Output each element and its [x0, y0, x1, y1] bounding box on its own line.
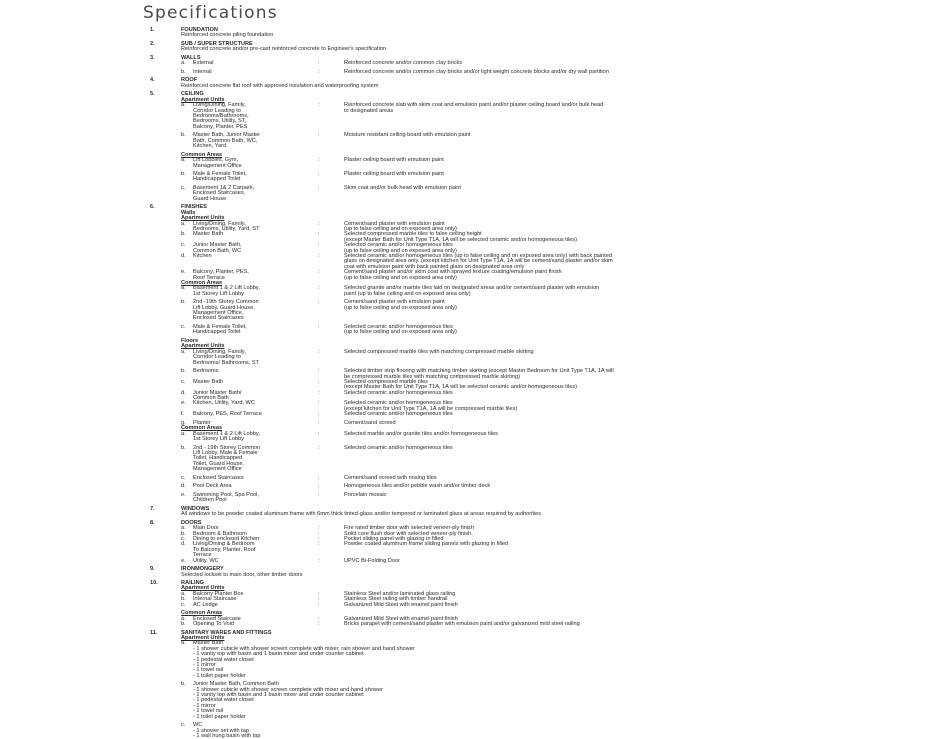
spec-lbl: c.	[181, 722, 186, 729]
spec-desc: Selected ceramic and/or homogeneous tiles	[344, 444, 453, 451]
spec-desc: Selected compressed marble tiles with matching compressed marble skirting	[344, 348, 534, 355]
spec-line	[0, 603, 943, 608]
spec-colon: :	[318, 68, 320, 75]
spec-colon: :	[318, 483, 320, 490]
spec-lbl2: - 1 mirror	[193, 702, 216, 709]
spec-lbl2: Basement 1 & 2 Lift Lobby,	[193, 285, 260, 292]
spec-lbl: a.	[181, 640, 186, 647]
spec-lbl2: Male & Female Toilet,	[193, 171, 247, 178]
spec-desc: Selected ceramic and/or homogeneous tiles	[344, 411, 453, 418]
spec-line	[0, 484, 943, 489]
spec-lbl: b.	[181, 368, 186, 375]
spec-lbl: d.	[181, 252, 186, 259]
spec-subhead: Apartment Units	[181, 634, 225, 641]
spec-colon: :	[318, 400, 320, 407]
spec-lbl: a.	[181, 102, 186, 109]
spec-lbl: b.	[181, 596, 186, 603]
spec-head: Walls	[181, 209, 196, 216]
spec-colon: :	[318, 590, 320, 597]
spec-desc: (up to false ceiling and on exposed area only)	[344, 329, 457, 336]
spec-lbl: b.	[181, 530, 186, 537]
spec-lbl: e.	[181, 491, 186, 498]
spec-lbl2: Junior Master Bath/	[193, 389, 242, 396]
spec-desc: (except Master Bath for Unit Type T1A, 1A will be selected ceramic and/or homogeneous tiles)	[344, 384, 577, 391]
spec-lbl: c.	[181, 378, 186, 385]
spec-lbl2: - 1 pedestal water closet	[193, 697, 254, 704]
spec-lbl2: Management Office	[193, 466, 242, 473]
spec-colon: :	[318, 525, 320, 532]
spec-subhead: Apartment Units	[181, 96, 225, 103]
spec-lbl2: Balcony, Planter, PES,	[193, 269, 249, 276]
spec-lbl2: - 1 towel rail	[193, 667, 224, 674]
spec-colon: :	[318, 299, 320, 306]
spec-head: RAILING	[181, 580, 204, 587]
spec-lbl2: - 1 shower cubicle with shower screen complete with mixer, rain shower and hand shower	[193, 645, 415, 652]
spec-colon: :	[318, 411, 320, 418]
spec-lbl2: Living/Dining, Family,	[193, 102, 246, 109]
spec-desc: Plaster ceiling board with emulsion paint	[344, 157, 444, 164]
spec-subhead: Common Areas	[181, 279, 223, 286]
spec-lbl2: Toilet, Guard House,	[193, 460, 244, 467]
spec-lbl: f.	[181, 411, 185, 418]
spec-colon: :	[318, 185, 320, 192]
spec-desc: (up to false ceiling and on exposed area only)	[344, 304, 457, 311]
spec-lbl2: Enclosed Staircase	[193, 615, 241, 622]
spec-colon: :	[318, 615, 320, 622]
spec-colon: :	[318, 601, 320, 608]
spec-lbl: a.	[181, 430, 186, 437]
spec-desc: Selected granite and/or marble tiles laid on designated areas and/or cement/sand plaster with emulsion	[344, 285, 600, 292]
spec-line	[0, 144, 943, 149]
spec-plain: Reinforced concrete flat roof with approved insulation and waterproofing system	[181, 82, 379, 89]
spec-colon: :	[318, 231, 320, 238]
spec-lbl2: Lift Lobby, Guard House,	[193, 304, 255, 311]
spec-head: WALLS	[181, 54, 201, 61]
spec-lbl2: - 1 wall hung basin with tap	[193, 732, 261, 739]
spec-lbl2: Utility, WC	[193, 557, 219, 564]
spec-lbl: a.	[181, 525, 186, 532]
spec-lbl: d.	[181, 389, 186, 396]
spec-line	[0, 292, 943, 297]
spec-lbl2: Swimming Pool, Spa Pool,	[193, 491, 259, 498]
spec-desc: (up to false ceiling and on exposed area only)	[344, 274, 457, 281]
spec-lbl2: Junior Master Bath,	[193, 242, 242, 249]
spec-lbl2: Common Bath	[193, 395, 229, 402]
spec-lbl2: Management Office,	[193, 310, 244, 317]
spec-desc: (up to false ceiling and on exposed area only)	[344, 225, 457, 232]
spec-line	[0, 674, 943, 679]
spec-lbl2: - 1 toilet paper holder	[193, 672, 246, 679]
spec-line	[0, 498, 943, 503]
spec-line	[0, 70, 943, 75]
spec-lbl2: Balcony, Planter, PES	[193, 123, 248, 130]
spec-colon: :	[318, 324, 320, 330]
spec-desc: Reinforced concrete slab with skim coat and emulsion paint and/or plaster ceiling board and/or bulk head	[344, 102, 604, 109]
spec-line	[0, 573, 943, 578]
specification-list	[0, 28, 943, 739]
spec-num: 4.	[150, 77, 155, 84]
spec-lbl2: Lift Lobby, Male & Female	[193, 449, 258, 456]
spec-lbl2: Internal Staircase	[193, 596, 237, 603]
spec-desc: (except Master Bath for Unit Type T1A, 1A will be selected ceramic and/or homogeneous tiles)	[344, 236, 577, 243]
spec-lbl: e.	[181, 400, 186, 407]
spec-lbl2: Master Bath, Junior Master	[193, 132, 261, 139]
spec-desc: glass on designated area only. (except kitchen for Unit Type T1A, 1A will be cement/sand plaster and/or skim	[344, 258, 613, 265]
spec-lbl2: 1st Storey Lift Lobby	[193, 435, 244, 442]
spec-line	[0, 734, 943, 739]
spec-lbl2: Kitchen	[193, 252, 212, 259]
spec-desc: Reinforced concrete and/or common clay bricks and/or light weight concrete blocks and/or dry wall partition	[344, 68, 609, 75]
spec-line	[0, 197, 943, 202]
spec-plain: All windows to be powder coated aluminum frame with 6mm thick tinted-glass and/or tempered or laminated glass at areas required by authorities	[181, 511, 542, 518]
spec-colon: :	[318, 530, 320, 537]
spec-lbl2: Master Bath	[193, 378, 224, 385]
spec-lbl2: Enclosed Staircases,	[193, 190, 246, 197]
spec-lbl2: Toilet, Handicapped	[193, 455, 243, 462]
spec-lbl2: Corridor Leading to	[193, 107, 241, 114]
spec-colon: :	[318, 171, 320, 178]
spec-lbl2: 1st Storey Lift Lobby	[193, 290, 244, 297]
spec-lbl: e.	[181, 557, 186, 564]
spec-colon: :	[318, 430, 320, 437]
spec-colon: :	[318, 60, 320, 67]
spec-desc: Pocket sliding panel with glazing in filled	[344, 535, 444, 542]
spec-lbl: b.	[181, 299, 186, 306]
spec-desc: Selected ceramic and/or homogeneous tiles (up to false ceiling and on exposed area only) with back painted	[344, 252, 613, 259]
spec-desc: Fire rated timber door with selected veneer-ply finish	[344, 525, 474, 532]
spec-num: 1.	[150, 27, 155, 33]
spec-desc: paint (up to false ceiling and on exposed area only)	[344, 290, 471, 297]
spec-line	[0, 467, 943, 472]
spec-line	[0, 61, 943, 66]
spec-colon: :	[318, 621, 320, 627]
spec-desc: Stainless Steel and/or laminated glass railing	[344, 590, 456, 597]
spec-desc: Cement/sand screed with nosing tiles	[344, 474, 437, 481]
spec-desc: (except kitchen for Unit Type T1A, 1A will be compressed marble tiles)	[344, 405, 518, 412]
spec-desc: coat with emulsion paint with back painted glass on designated area only	[344, 263, 525, 270]
spec-line	[0, 437, 943, 442]
spec-desc: Cement/sand plaster with emulsion paint	[344, 299, 445, 306]
spec-desc: Cement/sand screed	[344, 419, 396, 426]
spec-num: 3.	[150, 54, 155, 61]
spec-desc: Cement/sand plaster with emulsion paint	[344, 220, 445, 227]
spec-desc: Selected ceramic and/or homogeneous tiles	[344, 400, 453, 407]
spec-lbl2: Handicapped Toilet	[193, 329, 241, 336]
spec-lbl: a.	[181, 285, 186, 292]
spec-line	[0, 559, 943, 564]
spec-colon: :	[318, 102, 320, 109]
spec-desc: Selected ceramic and/or homogeneous tiles	[344, 389, 453, 396]
spec-subhead: Common Areas	[181, 151, 223, 158]
spec-lbl: c.	[181, 242, 186, 249]
spec-colon: :	[318, 557, 320, 564]
spec-plain: Selected lockset to main door, other timber doors	[181, 571, 303, 578]
spec-lbl2: Management Office	[193, 162, 242, 169]
spec-head: Floors	[181, 337, 199, 344]
spec-lbl2: Planter	[193, 419, 211, 426]
spec-lbl: c.	[181, 601, 186, 608]
spec-lbl: b.	[181, 68, 186, 75]
spec-lbl: b.	[181, 231, 186, 238]
spec-head: DOORS	[181, 519, 202, 526]
spec-lbl2: Basement 1 & 2 Lift Lobby,	[193, 430, 260, 437]
spec-lbl: a.	[181, 220, 186, 227]
spec-lbl2: - 1 toilet paper holder	[193, 713, 246, 720]
spec-lbl2: Bedrooms, Utility, Yard, ST	[193, 225, 260, 232]
spec-desc: Galvanized Mild Steel with enamel paint finish	[344, 601, 458, 608]
spec-lbl: b.	[181, 444, 186, 451]
spec-lbl: d.	[181, 541, 186, 548]
spec-lbl: a.	[181, 615, 186, 622]
spec-desc: Selected timber strip flooring with matching timber skirting (except Master Bedroom for Unit Type T1A, 1A will	[344, 368, 614, 375]
spec-lbl2: Internal	[193, 68, 212, 75]
spec-colon: :	[318, 378, 320, 385]
spec-colon: :	[318, 269, 320, 276]
spec-desc: Reinforced concrete and/or common clay bricks	[344, 60, 463, 67]
spec-lbl2: Handicapped Toilet	[193, 176, 241, 183]
spec-colon: :	[318, 389, 320, 396]
spec-line	[0, 164, 943, 169]
spec-desc: Solid core flush door with selected veneer-ply finish	[344, 530, 472, 537]
spec-lbl2: Kitchen, Yard	[193, 143, 227, 150]
spec-colon: :	[318, 220, 320, 227]
spec-desc: Moisture resistant ceiling board with emulsion paint	[344, 132, 471, 139]
page-title: Specifications	[143, 3, 278, 23]
spec-lbl: b.	[181, 621, 186, 627]
spec-desc: Selected ceramic and/or homogeneous tiles	[344, 242, 453, 249]
spec-num: 10.	[150, 580, 158, 587]
spec-desc: Porcelain mosaic	[344, 491, 387, 498]
spec-colon: :	[318, 368, 320, 375]
spec-lbl2: Lift Lobbies, Gym,	[193, 157, 239, 164]
spec-lbl: c.	[181, 535, 186, 542]
spec-colon: :	[318, 132, 320, 139]
spec-colon: :	[318, 419, 320, 426]
spec-head: IRONMONGERY	[181, 566, 224, 573]
spec-lbl2: - 1 pedestal water closet	[193, 656, 254, 663]
spec-lbl2: Corridor Leading to	[193, 354, 241, 361]
spec-lbl2: Guard House	[193, 195, 227, 202]
spec-num: 7.	[150, 505, 155, 512]
spec-lbl2: - 1 shower set with tap	[193, 727, 249, 734]
spec-head: SANITARY WARES AND FITTINGS	[181, 629, 272, 636]
spec-line	[0, 476, 943, 481]
spec-lbl2: AC Ledge	[193, 601, 218, 608]
spec-colon: :	[318, 348, 320, 355]
spec-line	[0, 47, 943, 52]
spec-lbl2: Bath, Common Bath, WC,	[193, 137, 258, 144]
spec-lbl: c.	[181, 474, 186, 481]
spec-line	[0, 330, 943, 335]
spec-lbl: c.	[181, 324, 186, 330]
spec-num: 6.	[150, 204, 155, 211]
spec-lbl2: 2nd -19th Storey Common	[193, 299, 259, 306]
spec-lbl2: Basement 1& 2 Carpark,	[193, 185, 255, 192]
spec-lbl2: Living/Dining & Bedroom	[193, 541, 255, 548]
spec-lbl2: Balcony, PES, Roof Terrace	[193, 411, 262, 418]
spec-lbl2: - 1 vanity top with basin and 1 basin mixer and under counter cabinet	[193, 692, 364, 699]
spec-colon: :	[318, 535, 320, 542]
spec-lbl2: External	[193, 60, 214, 67]
spec-colon: :	[318, 491, 320, 498]
spec-lbl2: Master Bath	[193, 231, 224, 238]
spec-subhead: Apartment Units	[181, 215, 225, 222]
spec-lbl2: Common Bath, WC	[193, 247, 242, 254]
spec-lbl2: Opening To Void	[193, 621, 234, 627]
spec-lbl2: Dining to enclosed Kitchen	[193, 535, 260, 542]
spec-head: FINISHES	[181, 204, 207, 211]
spec-lbl2: - 1 shower cubicle with shower screen complete with mixer and hand shower	[193, 686, 383, 693]
spec-head: SUB / SUPER STRUCTURE	[181, 40, 253, 47]
spec-lbl2: Junior Master Bath, Common Bath	[193, 681, 279, 688]
spec-desc: Selected ceramic and/or homogeneous tiles	[344, 324, 453, 330]
spec-lbl: a.	[181, 157, 186, 164]
spec-lbl2: Main Door	[193, 525, 219, 532]
spec-lbl2: WC	[193, 722, 203, 729]
spec-lbl2: To Balcony, Planter, Roof	[193, 546, 256, 553]
spec-plain: Reinforced concrete and/or pre-cast reinforced concrete to Engineer's specification	[181, 46, 387, 53]
spec-subhead: Common Areas	[181, 610, 223, 617]
spec-line	[0, 316, 943, 321]
spec-subhead: Apartment Units	[181, 343, 225, 350]
spec-line	[0, 512, 943, 517]
spec-num: 9.	[150, 566, 155, 573]
spec-lbl2: Living/Dining, Family,	[193, 348, 246, 355]
spec-lbl2: Living/Dining, Family,	[193, 220, 246, 227]
spec-lbl2: Enclosed Staircases	[193, 315, 244, 322]
spec-colon: :	[318, 242, 320, 249]
spec-line	[0, 84, 943, 89]
spec-lbl2: Kitchen, Utility, Yard, WC	[193, 400, 255, 407]
spec-desc: Cement/sand plaster and/or skim coat with sprayed texture coating/emulsion paint finish	[344, 269, 562, 276]
spec-desc: Stainless Steel railing with timber handrail	[344, 596, 448, 603]
spec-lbl2: Children Pool	[193, 497, 227, 504]
spec-lbl: b.	[181, 132, 186, 139]
spec-lbl2: Terrace	[193, 552, 212, 559]
spec-lbl: a.	[181, 590, 186, 597]
spec-desc: Bricks parapet with cement/sand plaster with emulsion paint and/or galvanized mild steel railing	[344, 621, 580, 627]
spec-subhead: Apartment Units	[181, 585, 225, 592]
spec-desc: Skim coat and/or bulk head with emulsion paint	[344, 185, 461, 192]
spec-lbl2: Balcony Planter Box	[193, 590, 244, 597]
spec-desc: Selected compressed marble tiles	[344, 378, 428, 385]
spec-num: 2.	[150, 40, 155, 47]
spec-lbl2: - 1 mirror	[193, 661, 216, 668]
spec-line	[0, 33, 943, 38]
spec-lbl: a.	[181, 60, 186, 67]
spec-head: CEILING	[181, 91, 204, 98]
spec-colon: :	[318, 252, 320, 259]
spec-line	[0, 177, 943, 182]
spec-lbl2: Pool Deck Area	[193, 483, 232, 490]
spec-desc: (up to false ceiling and on exposed area only)	[344, 247, 457, 254]
spec-colon: :	[318, 157, 320, 164]
spec-num: 5.	[150, 91, 155, 98]
spec-lbl2: Bedrooms, Utility, ST,	[193, 118, 247, 125]
spec-lbl: g.	[181, 419, 186, 426]
spec-desc: Selected compressed marble tiles to false ceiling height	[344, 231, 482, 238]
spec-lbl2: Master Bath	[193, 640, 224, 647]
spec-line	[0, 715, 943, 720]
spec-lbl2: Bedrooms/Bathrooms,	[193, 113, 249, 120]
spec-colon: :	[318, 285, 320, 292]
spec-desc: Powder coated aluminum frame sliding panels with glazing in filled	[344, 541, 509, 548]
spec-desc: Plaster ceiling board with emulsion paint	[344, 171, 444, 178]
spec-lbl2: - 1 towel rail	[193, 708, 224, 715]
spec-lbl2: 2nd - 19th Storey Common	[193, 444, 261, 451]
spec-lbl2: Enclosed Staircases	[193, 474, 244, 481]
spec-desc: UPVC Bi-Folding Door	[344, 557, 400, 564]
spec-lbl: e.	[181, 269, 186, 276]
spec-num: 11.	[150, 629, 158, 636]
spec-lbl2: Bedroom & Bathroom	[193, 530, 247, 537]
spec-colon: :	[318, 541, 320, 548]
spec-colon: :	[318, 596, 320, 603]
spec-head: WINDOWS	[181, 505, 210, 512]
spec-lbl2: Bedrooms	[193, 368, 219, 375]
spec-desc: Homogeneous tiles and/or pebble wash and/or timber deck	[344, 483, 491, 490]
spec-desc: to designated areas	[344, 107, 394, 114]
spec-colon: :	[318, 444, 320, 451]
spec-line	[0, 125, 943, 130]
spec-lbl2: Bedrooms/ Bathrooms, ST	[193, 359, 259, 366]
spec-subhead: Common Areas	[181, 425, 223, 432]
spec-head: FOUNDATION	[181, 27, 218, 33]
spec-desc: Selected marble and/or granite tiles and/or homogeneous tiles	[344, 430, 498, 437]
spec-line	[0, 361, 943, 366]
spec-lbl: d.	[181, 483, 186, 490]
spec-desc: be compressed marble tiles with matching compressed marble skirting)	[344, 373, 520, 380]
spec-plain: Reinforced concrete piling foundation	[181, 32, 274, 39]
spec-lbl2: - 1 vanity top with basin and 1 basin mixer and under counter cabinet	[193, 651, 364, 658]
spec-head: ROOF	[181, 77, 198, 84]
spec-lbl: b.	[181, 681, 186, 688]
spec-lbl: a.	[181, 348, 186, 355]
spec-line	[0, 412, 943, 417]
spec-desc: Galvanized Mild Steel with enamel paint finish	[344, 615, 458, 622]
spec-lbl: b.	[181, 171, 186, 178]
spec-line	[0, 622, 943, 627]
spec-lbl2: Roof Terrace	[193, 274, 225, 281]
spec-colon: :	[318, 474, 320, 481]
spec-num: 8.	[150, 519, 155, 526]
spec-lbl: c.	[181, 185, 186, 192]
spec-lbl2: Male & Female Toilet,	[193, 324, 247, 330]
